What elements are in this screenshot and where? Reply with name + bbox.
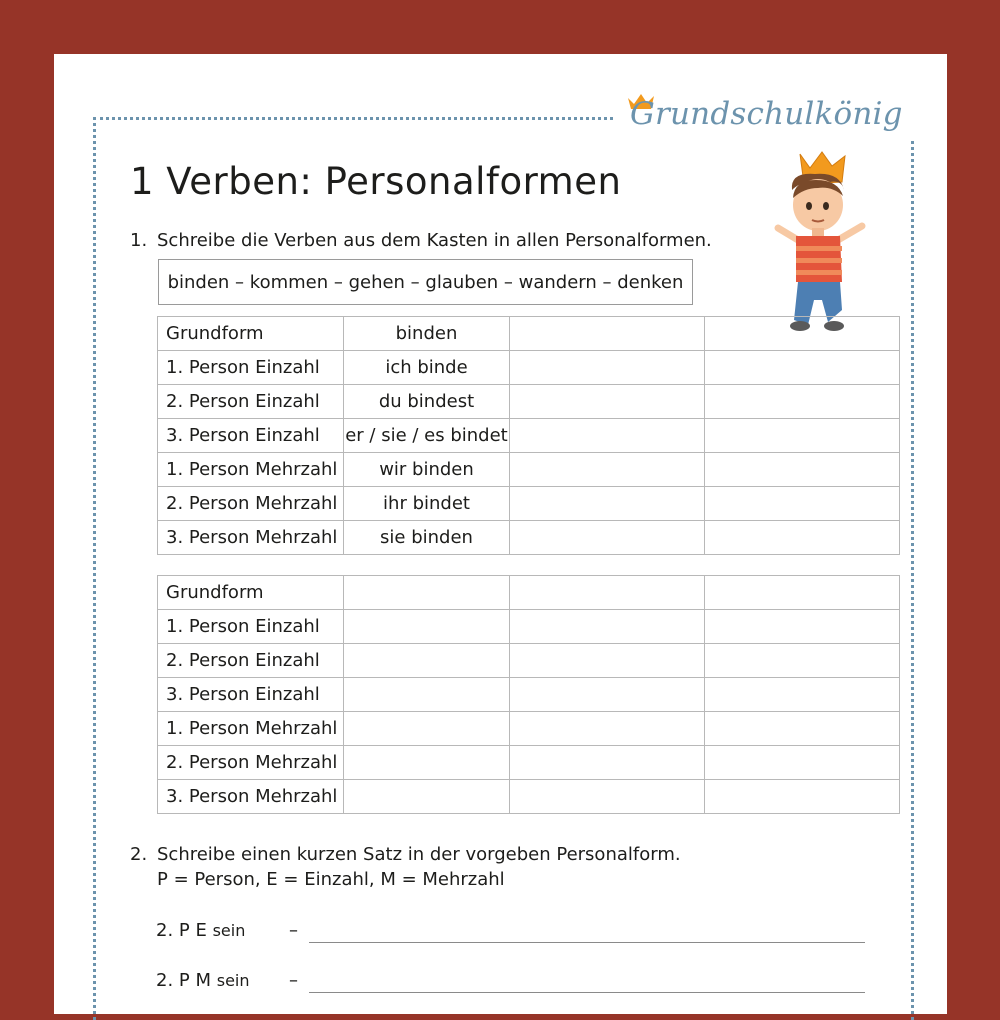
answer-cell[interactable]: [510, 780, 705, 814]
answer-cell[interactable]: [510, 351, 705, 385]
table-row: [158, 746, 900, 780]
example-cell: er / sie / es bindet: [344, 419, 510, 453]
table-row: [158, 351, 900, 385]
answer-line-dash: –: [289, 970, 298, 991]
answer-cell[interactable]: [344, 712, 510, 746]
row-label: 3. Person Einzahl: [158, 678, 344, 712]
answer-cell[interactable]: [344, 576, 510, 610]
row-label: 3. Person Einzahl: [158, 419, 344, 453]
answer-cell[interactable]: [344, 746, 510, 780]
answer-cell[interactable]: [510, 317, 705, 351]
answer-line[interactable]: [309, 992, 865, 993]
example-cell: ich binde: [344, 351, 510, 385]
answer-cell[interactable]: [510, 453, 705, 487]
answer-cell[interactable]: [510, 712, 705, 746]
row-label: 3. Person Mehrzahl: [158, 780, 344, 814]
row-label: 2. Person Mehrzahl: [158, 487, 344, 521]
conjugation-table-2: [157, 575, 900, 814]
answer-cell[interactable]: [705, 487, 900, 521]
table-row: [158, 576, 900, 610]
answer-cell[interactable]: [510, 644, 705, 678]
answer-cell[interactable]: [705, 351, 900, 385]
row-label: 2. Person Einzahl: [158, 385, 344, 419]
row-label: 1. Person Einzahl: [158, 351, 344, 385]
example-cell: binden: [344, 317, 510, 351]
row-label: 1. Person Mehrzahl: [158, 453, 344, 487]
answer-cell[interactable]: [705, 644, 900, 678]
task-2-number: 2.: [130, 844, 148, 865]
answer-cell[interactable]: [510, 521, 705, 555]
answer-cell[interactable]: [705, 712, 900, 746]
brand-logo: Grundschulkönig: [630, 96, 903, 132]
example-cell: du bindest: [344, 385, 510, 419]
table-row: [158, 780, 900, 814]
answer-cell[interactable]: [510, 610, 705, 644]
row-label: 2. Person Mehrzahl: [158, 746, 344, 780]
answer-cell[interactable]: [344, 610, 510, 644]
word-box: binden – kommen – gehen – glauben – wandern – denken: [158, 259, 693, 305]
example-cell: ihr bindet: [344, 487, 510, 521]
conjugation-table-1: [157, 316, 900, 555]
answer-cell[interactable]: [510, 746, 705, 780]
answer-cell[interactable]: [510, 385, 705, 419]
answer-line-label: 2. P E sein: [156, 920, 246, 941]
task-2-text: Schreibe einen kurzen Satz in der vorgeben Personalform.: [157, 844, 681, 865]
table-row: [158, 317, 900, 351]
answer-cell[interactable]: [510, 678, 705, 712]
example-cell: wir binden: [344, 453, 510, 487]
answer-cell[interactable]: [510, 419, 705, 453]
answer-cell[interactable]: [344, 644, 510, 678]
row-label: 2. Person Einzahl: [158, 644, 344, 678]
table-row: [158, 610, 900, 644]
answer-cell[interactable]: [705, 746, 900, 780]
answer-cell[interactable]: [344, 780, 510, 814]
task-2-legend: P = Person, E = Einzahl, M = Mehrzahl: [157, 869, 505, 890]
table-row: [158, 385, 900, 419]
answer-cell[interactable]: [705, 521, 900, 555]
worksheet: [54, 54, 947, 1014]
answer-cell[interactable]: [705, 385, 900, 419]
table-row: [158, 521, 900, 555]
answer-cell[interactable]: [705, 678, 900, 712]
answer-cell[interactable]: [705, 576, 900, 610]
answer-cell[interactable]: [510, 487, 705, 521]
answer-cell[interactable]: [705, 419, 900, 453]
table-row: [158, 678, 900, 712]
answer-cell[interactable]: [705, 780, 900, 814]
answer-line-label: 2. P M sein: [156, 970, 250, 991]
row-label: 3. Person Mehrzahl: [158, 521, 344, 555]
table-row: [158, 419, 900, 453]
row-label: Grundform: [158, 576, 344, 610]
answer-cell[interactable]: [705, 317, 900, 351]
table-row: [158, 487, 900, 521]
table-row: [158, 644, 900, 678]
answer-cell[interactable]: [705, 453, 900, 487]
answer-cell[interactable]: [510, 576, 705, 610]
row-label: 1. Person Mehrzahl: [158, 712, 344, 746]
answer-cell[interactable]: [705, 610, 900, 644]
example-cell: sie binden: [344, 521, 510, 555]
task-1-text: Schreibe die Verben aus dem Kasten in allen Personalformen.: [157, 230, 712, 251]
table-row: [158, 712, 900, 746]
page-title: 1 Verben: Personalformen: [130, 160, 622, 203]
answer-line-dash: –: [289, 920, 298, 941]
answer-line[interactable]: [309, 942, 865, 943]
task-1-number: 1.: [130, 230, 148, 251]
row-label: 1. Person Einzahl: [158, 610, 344, 644]
row-label: Grundform: [158, 317, 344, 351]
table-row: [158, 453, 900, 487]
answer-cell[interactable]: [344, 678, 510, 712]
